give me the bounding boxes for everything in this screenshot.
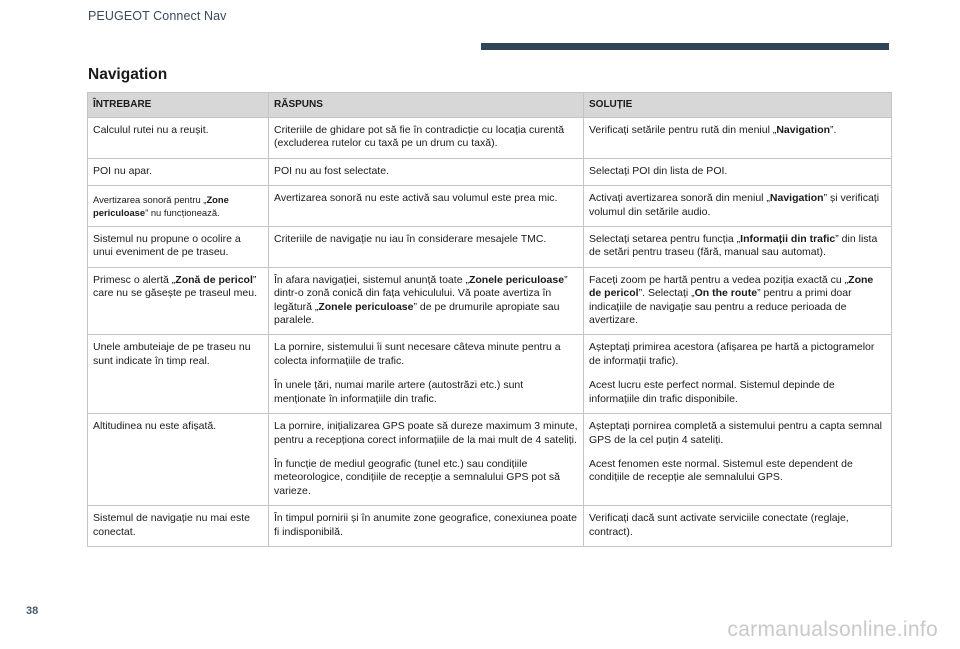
header-bar	[481, 43, 889, 50]
column-header-question: ÎNTREBARE	[88, 93, 269, 118]
column-header-answer: RĂSPUNS	[269, 93, 584, 118]
solution-cell: Verificați setările pentru rută din meniul „Navigation”.	[584, 118, 892, 159]
column-header-solution: SOLUȚIE	[584, 93, 892, 118]
solution-cell: Așteptați primirea acestora (afișarea pe hartă a pictogramelor de informații trafic).	[584, 335, 892, 375]
bold-term: Zonele periculoase	[468, 273, 565, 286]
table-row	[88, 186, 892, 227]
question-cell: Avertizarea sonoră pentru „Zone periculoase” nu funcționează.	[88, 186, 269, 227]
bold-term: Navigation	[769, 192, 824, 205]
question-cell: Altitudinea nu este afișată.	[88, 414, 269, 506]
bold-term: Zonă de pericol	[175, 273, 253, 286]
question-cell: POI nu apar.	[88, 158, 269, 185]
answer-cell: Avertizarea sonoră nu este activă sau volumul este prea mic.	[269, 186, 584, 227]
table-row	[88, 506, 892, 547]
question-cell: Sistemul nu propune o ocolire a unui eveniment de pe traseu.	[88, 227, 269, 268]
question-cell: Calculul rutei nu a reușit.	[88, 118, 269, 159]
solution-cell: Așteptați pornirea completă a sistemului pentru a capta semnal GPS de la cel puțin 4 sateliți.	[584, 414, 892, 454]
solution-cell: Faceți zoom pe hartă pentru a vedea poziția exactă cu „Zone de pericol”. Selectați „On the route” pentru a primi doar indicațiile de navigație sau pentru a reduce perioada de avertizare.	[584, 267, 892, 335]
section-title: Navigation	[88, 66, 168, 83]
brand-label: PEUGEOT Connect Nav	[88, 9, 227, 23]
table-row	[88, 335, 892, 375]
answer-cell: În funcție de mediul geografic (tunel etc.) sau condițiile meteorologice, condițiile de recepție a semnalului GPS pot să varieze.	[269, 454, 584, 506]
question-cell: Unele ambuteiaje de pe traseu nu sunt indicate în timp real.	[88, 335, 269, 414]
answer-cell: În timpul pornirii și în anumite zone geografice, conexiunea poate fi indisponibilă.	[269, 506, 584, 547]
watermark: carmanualsonline.info	[727, 618, 938, 641]
bold-term: Zone de pericol	[589, 273, 874, 300]
table-row	[88, 227, 892, 268]
bold-term: Zone periculoase	[93, 194, 229, 218]
table-header-row	[88, 93, 892, 118]
solution-cell: Verificați dacă sunt activate serviciile conectate (reglaje, contract).	[584, 506, 892, 547]
answer-cell: La pornire, inițializarea GPS poate să dureze maximum 3 minute, pentru a recepționa corect informațiile de la mai mult de 4 sateliți.	[269, 414, 584, 454]
solution-cell: Selectați POI din lista de POI.	[584, 158, 892, 185]
bold-term: Navigation	[776, 124, 831, 136]
page-number: 38	[26, 605, 39, 617]
answer-cell: În unele țări, numai marile artere (autostrăzi etc.) sunt menționate în informațiile din trafic.	[269, 375, 584, 413]
bold-term: Informații din trafic	[740, 233, 836, 246]
table-row	[88, 414, 892, 454]
table-row	[88, 267, 892, 335]
answer-cell: Criteriile de ghidare pot să fie în contradicție cu locația curentă (excluderea rutelor cu taxă pe un drum cu taxă).	[269, 118, 584, 159]
solution-cell: Selectați setarea pentru funcția „Informații din trafic” din lista de setări pentru traseu (fără, manual sau automat).	[584, 227, 892, 268]
question-cell: Primesc o alertă „Zonă de pericol” care nu se găsește pe traseul meu.	[88, 267, 269, 335]
answer-cell: În afara navigației, sistemul anunță toate „Zonele periculoase” dintr-o zonă conică din fața vehiculului. Vă poate avertiza în legătură „Zonele periculoase” de pe drumurile apropiate sau paralele.	[269, 267, 584, 335]
question-cell: Sistemul de navigație nu mai este conectat.	[88, 506, 269, 547]
troubleshooting-table	[87, 92, 892, 547]
table-row	[88, 158, 892, 185]
solution-cell: Acest fenomen este normal. Sistemul este dependent de condițiile de recepție ale semnalului GPS.	[584, 454, 892, 506]
solution-cell: Activați avertizarea sonoră din meniul „Navigation” și verificați volumul din setările audio.	[584, 186, 892, 227]
bold-term: On the route	[694, 287, 758, 300]
answer-cell: La pornire, sistemului îi sunt necesare câteva minute pentru a colecta informațiile de trafic.	[269, 335, 584, 375]
solution-cell: Acest lucru este perfect normal. Sistemul depinde de informațiile din trafic disponibile.	[584, 375, 892, 413]
answer-cell: Criteriile de navigație nu iau în considerare mesajele TMC.	[269, 227, 584, 268]
bold-term: Zonele periculoase	[318, 300, 414, 313]
answer-cell: POI nu au fost selectate.	[269, 158, 584, 185]
table-row	[88, 118, 892, 159]
